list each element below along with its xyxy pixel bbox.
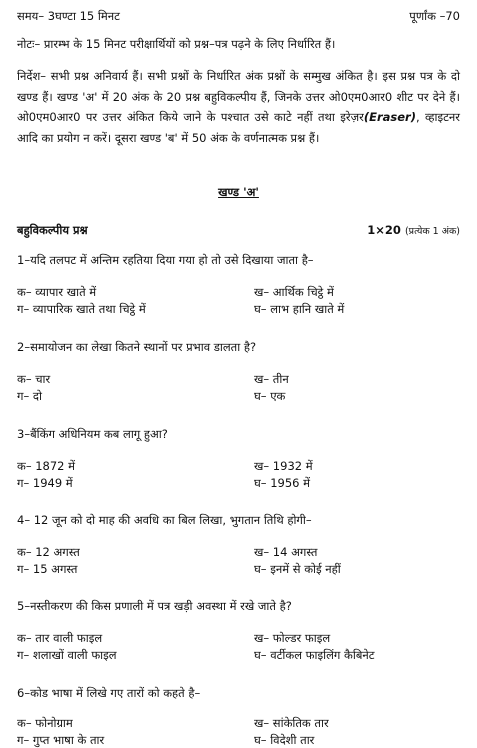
question-5-option-b: ख– फोल्डर फाइल [254, 631, 331, 645]
question-1-option-c: ग– व्यापारिक खाते तथा चिट्ठे में [17, 302, 146, 316]
question-3-option-d: घ– 1956 में [254, 476, 311, 490]
mcq-heading-row [17, 223, 460, 238]
maximum-marks: पूर्णांक –70 [409, 9, 460, 23]
question-6-option-a: क– फोनोग्राम [17, 716, 73, 730]
mcq-heading: बहुविकल्पीय प्रश्न [17, 223, 88, 237]
question-2-option-a: क– चार [17, 372, 51, 386]
question-2-option-b: ख– तीन [254, 372, 289, 386]
mcq-marks-note: (प्रत्येक 1 अंक) [404, 226, 460, 237]
question-6-option-d: घ– विदेशी तार [254, 733, 315, 747]
question-4-option-c: ग– 15 अगस्त [17, 562, 78, 576]
exam-duration: समय– 3घण्टा 15 मिनट [17, 9, 120, 23]
question-5-option-c: ग– शलाखों वाली फाइल [17, 648, 117, 662]
question-3-option-a: क– 1872 में [17, 459, 76, 473]
question-6-option-b: ख– सांकेतिक तार [254, 716, 329, 730]
question-1-option-d: घ– लाभ हानि खाते में [254, 302, 345, 316]
question-4-option-b: ख– 14 अगस्त [254, 545, 318, 559]
question-5-option-a: क– तार वाली फाइल [17, 631, 103, 645]
question-5-text: 5–नस्तीकरण की किस प्रणाली में पत्र खड़ी अवस्था में रखे जाते है? [17, 599, 292, 613]
instructions-part-1: निर्देश– सभी प्रश्न अनिवार्य हैं। सभी प्रश्नों के निर्धारित अंक प्रश्नों के सम्मुख अंकित है। इस प्रश्न पत्र के दो खण्ड हैं। खण्ड 'अ' में 20 अंक के 20 प्रश्न बहुविकल्पीय हैं, जिनके उत्तर ओ0एम0आर0 शीट पर देने हैं। ओ0एम0आर0 पर उत्तर अंकित किये जाने के पश्चात उसे काटे नहीं तथा इरेज़र [17, 69, 460, 125]
note-text: नोटः– प्रारम्भ के 15 मिनट परीक्षार्थियों को प्रश्न–पत्र पढ़ने के लिए निर्धारित हैं। [17, 37, 336, 51]
question-1-option-a: क– व्यापार खाते में [17, 285, 97, 299]
question-3-option-b: ख– 1932 में [254, 459, 313, 473]
section-a-heading [0, 185, 477, 200]
question-6-text: 6–कोड भाषा में लिखे गए तारों को कहते है– [17, 686, 201, 700]
section-a-title: खण्ड 'अ' [218, 185, 259, 199]
mcq-marks-value: 1×20 [367, 223, 401, 237]
instructions-part-2: , व्हाइटनर आदि का प्रयोग न करें। दूसरा खण्ड 'ब' में 50 अंक के वर्णनात्मक प्रश्न हैं। [17, 110, 460, 145]
question-3-option-c: ग– 1949 में [17, 476, 73, 490]
question-4-option-d: घ– इनमें से कोई नहीं [254, 562, 341, 576]
question-4-option-a: क– 12 अगस्त [17, 545, 80, 559]
question-1-text: 1–यदि तलपट में अन्तिम रहतिया दिया गया हो तो उसे दिखाया जाता है– [17, 253, 314, 267]
question-2-text: 2–समायोजन का लेखा कितने स्थानों पर प्रभाव डालता है? [17, 340, 257, 354]
question-4-text: 4– 12 जून को दो माह की अवधि का बिल लिखा, भुगतान तिथि होगी– [17, 513, 312, 527]
question-6-option-c: ग– गुप्त भाषा के तार [17, 733, 105, 747]
question-5-option-d: घ– वर्टीकल फाइलिंग कैबिनेट [254, 648, 375, 662]
question-2-option-d: घ– एक [254, 389, 286, 403]
question-3-text: 3–बैंकिंग अधिनियम कब लागू हुआ? [17, 427, 168, 441]
instructions-paragraph [17, 66, 460, 148]
eraser-term: (Eraser) [363, 110, 416, 125]
question-2-option-c: ग– दो [17, 389, 42, 403]
question-1-option-b: ख– आर्थिक चिट्ठे में [254, 285, 334, 299]
mcq-marks [367, 223, 460, 237]
